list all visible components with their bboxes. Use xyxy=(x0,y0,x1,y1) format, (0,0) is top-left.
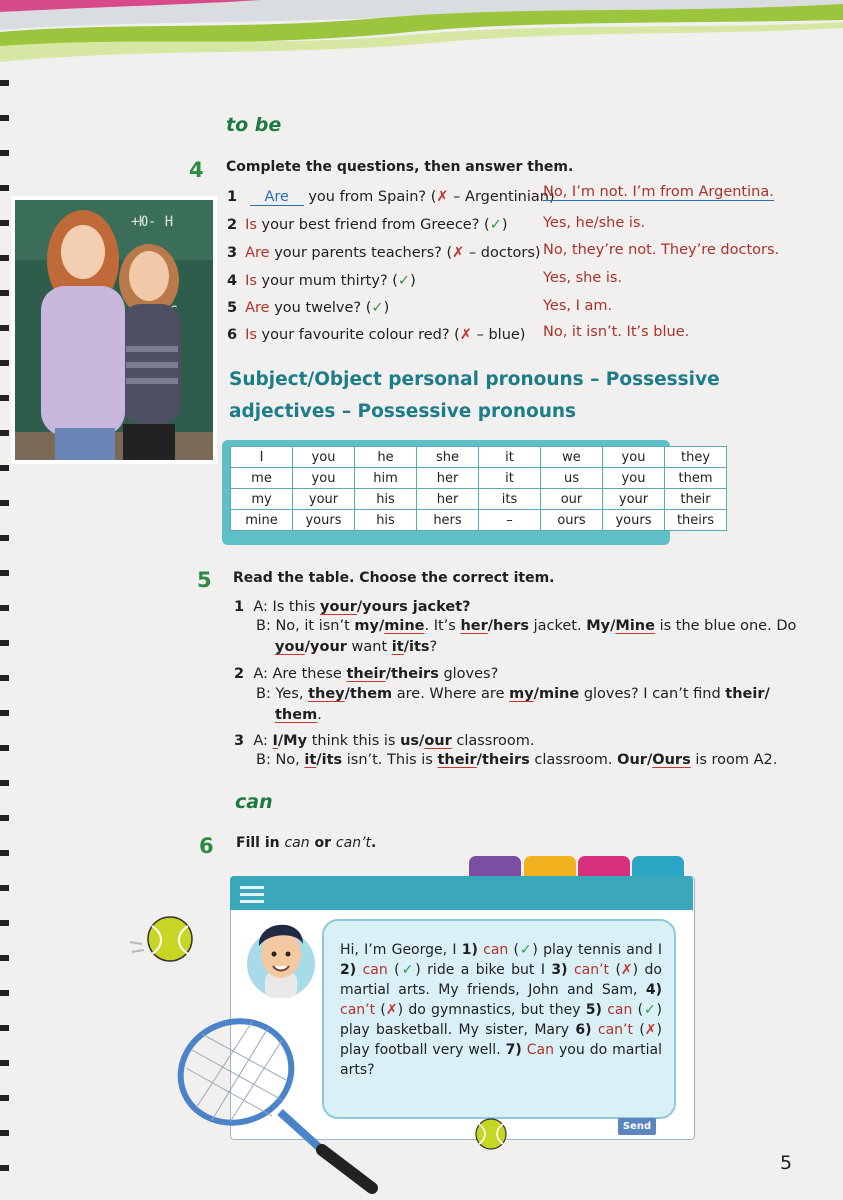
table-cell: his xyxy=(355,510,417,531)
gap-number: 4) xyxy=(645,982,662,998)
other-option: us/ xyxy=(400,733,425,749)
chosen-option[interactable]: my xyxy=(509,686,534,702)
sentence-text: No, it isn’t xyxy=(275,618,350,634)
check-mark-icon: ✓ xyxy=(643,1002,657,1018)
question-extra: – blue) xyxy=(472,327,526,343)
other-option: /My xyxy=(277,733,308,749)
table-cell: its xyxy=(479,489,541,510)
sentence-text: No, xyxy=(275,752,300,768)
message-text: ride a bike but I xyxy=(420,962,552,978)
table-cell: their xyxy=(665,489,727,510)
sentence-text: isn’t. This is xyxy=(346,752,433,768)
other-option: /its xyxy=(403,639,430,655)
sentence-text: gloves? xyxy=(443,666,499,682)
check-mark-icon: ✓ xyxy=(371,300,384,316)
menu-icon[interactable] xyxy=(240,884,264,904)
ex4-answer-3[interactable]: No, they’re not. They’re doctors. xyxy=(543,242,780,258)
table-cell: hers xyxy=(417,510,479,531)
message-text: do martial arts. My friends, John and Sam, xyxy=(340,962,662,998)
cross-mark-icon: ✗ xyxy=(436,189,449,205)
chosen-option[interactable]: you xyxy=(275,639,305,655)
table-cell: it xyxy=(479,447,541,468)
question-text: you twelve? ( xyxy=(274,300,372,316)
table-cell: his xyxy=(355,489,417,510)
other-option: their/ xyxy=(725,686,770,702)
gap-number: 5) xyxy=(585,1002,602,1018)
table-cell: our xyxy=(541,489,603,510)
ex4-item-1 xyxy=(227,189,555,206)
chosen-option[interactable]: they xyxy=(308,686,345,702)
other-option: /your xyxy=(304,639,347,655)
instruction-text: or xyxy=(314,835,332,851)
cross-mark-icon: ✗ xyxy=(452,245,465,261)
check-mark-icon: ✓ xyxy=(399,962,416,978)
ex4-item-6 xyxy=(227,327,525,343)
chosen-option[interactable]: it xyxy=(391,639,404,655)
chosen-option[interactable]: it xyxy=(304,752,317,768)
item-number: 1 xyxy=(227,189,238,205)
chosen-option[interactable]: their xyxy=(346,666,386,682)
table-cell: theirs xyxy=(665,510,727,531)
question-text: your parents teachers? ( xyxy=(274,245,453,261)
page-number: 5 xyxy=(780,1152,793,1174)
ex5-item-2-b xyxy=(256,686,770,702)
item-number: 3 xyxy=(227,245,238,261)
other-option: /its xyxy=(316,752,343,768)
cross-mark-icon: ✗ xyxy=(620,962,633,978)
sentence-text: are. Where are xyxy=(396,686,505,702)
question-extra: – doctors) xyxy=(464,245,541,261)
table-cell: her xyxy=(417,468,479,489)
chosen-option[interactable]: Ours xyxy=(652,752,691,768)
chosen-option[interactable]: her xyxy=(460,618,488,634)
girls-photo xyxy=(11,196,217,464)
chat-message: Hi, I’m George, I 1) can (✓) play tennis and I 2) can (✓) ride a bike but I 3) can’t (✗) do martial arts. My friends, John and Sam, 4) can’t (✗) do gymnastics, but they 5) can (✓) play basketball. My sister, Mary 6) can’t (✗) play football very well. 7) Can you do martial arts? xyxy=(340,942,663,1078)
chosen-option[interactable]: mine xyxy=(384,618,425,634)
filled-verb[interactable]: Is xyxy=(245,327,257,343)
table-cell: you xyxy=(293,447,355,468)
message-text: Hi, I’m George, I xyxy=(340,942,462,958)
table-cell: – xyxy=(479,510,541,531)
instruction-word: can’t xyxy=(335,835,372,851)
gap-number: 3) xyxy=(551,962,568,978)
tennis-ball-small-icon xyxy=(473,1116,509,1152)
other-option: /them xyxy=(344,686,393,702)
pronouns-heading xyxy=(229,364,720,428)
table-cell: my xyxy=(231,489,293,510)
other-option: my/ xyxy=(354,618,385,634)
table-cell: I xyxy=(231,447,293,468)
window-tab-pink[interactable] xyxy=(578,856,630,878)
avatar xyxy=(245,910,317,1000)
filled-verb[interactable]: Is xyxy=(245,217,257,233)
speaker-label: A: xyxy=(253,599,268,615)
speaker-label: B: xyxy=(256,686,271,702)
table-cell: he xyxy=(355,447,417,468)
exercise-4-instruction: Complete the questions, then answer them. xyxy=(226,159,574,175)
ex5-item-3-b xyxy=(256,752,777,768)
gap-number: 1) xyxy=(461,942,478,958)
chosen-option[interactable]: our xyxy=(424,733,452,749)
table-cell: mine xyxy=(231,510,293,531)
gap-answer[interactable]: can’t xyxy=(573,962,610,978)
section-title-to-be: to be xyxy=(226,114,282,136)
question-extra: ) xyxy=(383,300,390,316)
ex4-item-5 xyxy=(227,300,389,316)
ex4-answer-6[interactable]: No, it isn’t. It’s blue. xyxy=(543,324,690,340)
exercise-4-number: 4 xyxy=(189,158,204,182)
check-mark-icon: ✓ xyxy=(489,217,502,233)
sentence-text: think this is xyxy=(311,733,396,749)
item-number: 4 xyxy=(227,273,238,289)
message-text: play tennis and I xyxy=(537,942,662,958)
question-extra: ) xyxy=(410,273,416,289)
sentence-text: Is this xyxy=(272,599,316,615)
question-extra: – Argentinian) xyxy=(448,189,555,205)
instruction-text: Fill in xyxy=(236,835,280,851)
table-cell: them xyxy=(665,468,727,489)
gap-number: 7) xyxy=(505,1042,522,1058)
table-cell: him xyxy=(355,468,417,489)
gap-number: 6) xyxy=(575,1022,592,1038)
ex5-item-1-a xyxy=(234,599,471,615)
table-cell: it xyxy=(479,468,541,489)
message-text: do gymnastics, but they xyxy=(403,1002,586,1018)
gap-answer[interactable]: can xyxy=(483,942,509,958)
chosen-option[interactable]: I xyxy=(272,733,278,749)
ex5-item-2-a xyxy=(234,666,498,682)
message-text: play football very well. xyxy=(340,1042,506,1058)
question-extra: ) xyxy=(501,217,508,233)
message-text: you do martial arts? xyxy=(340,1042,662,1078)
table-cell: her xyxy=(417,489,479,510)
ex5-item-2-c xyxy=(275,707,322,723)
other-option: /mine xyxy=(533,686,580,702)
table-cell: you xyxy=(603,447,665,468)
table-row xyxy=(231,489,727,510)
svg-text:+Ю- H: +Ю- H xyxy=(131,214,174,230)
item-number: 1 xyxy=(234,599,245,615)
instruction-word: can xyxy=(284,835,310,851)
chosen-option[interactable]: their xyxy=(437,752,477,768)
other-option: /yours jacket? xyxy=(356,599,471,615)
gap-answer[interactable]: can’t xyxy=(597,1022,633,1038)
table-row xyxy=(231,468,727,489)
question-text: your favourite colour red? ( xyxy=(261,327,460,343)
sentence-text: is room A2. xyxy=(695,752,778,768)
ex4-answer-4[interactable]: Yes, she is. xyxy=(543,270,623,286)
question-text: you from Spain? ( xyxy=(308,189,437,205)
item-number: 6 xyxy=(227,327,238,343)
send-button[interactable]: Send xyxy=(618,1118,656,1135)
window-tab-purple[interactable] xyxy=(469,856,521,878)
ex4-item-2 xyxy=(227,217,508,233)
filled-verb[interactable]: Are xyxy=(245,300,270,316)
window-tab-teal[interactable] xyxy=(632,856,684,878)
table-cell: you xyxy=(603,468,665,489)
exercise-5-number: 5 xyxy=(197,568,212,592)
ex4-answer-2[interactable]: Yes, he/she is. xyxy=(543,215,646,231)
table-row xyxy=(231,510,727,531)
gap-answer[interactable]: Can xyxy=(526,1042,555,1058)
check-mark-icon: ✓ xyxy=(397,273,411,289)
question-text: your best friend from Greece? ( xyxy=(261,217,490,233)
sentence-text: . xyxy=(317,707,322,723)
sentence-text: gloves? I can’t find xyxy=(583,686,721,702)
answer-blank-1[interactable]: Are xyxy=(250,189,304,206)
question-text: your mum thirty? ( xyxy=(261,273,398,289)
chosen-option[interactable]: your xyxy=(320,599,357,615)
ex4-item-3 xyxy=(227,245,541,261)
other-option: /hers xyxy=(487,618,529,634)
sentence-text: classroom. xyxy=(456,733,535,749)
table-cell: ours xyxy=(541,510,603,531)
chosen-option[interactable]: Mine xyxy=(615,618,655,634)
item-number: 2 xyxy=(227,217,238,233)
pronouns-heading-line-2: adjectives – Possessive pronouns xyxy=(229,401,577,422)
ex5-item-3-a xyxy=(234,733,534,749)
exercise-6-instruction: Fill in can or can’t. xyxy=(236,835,377,851)
window-tab-yellow[interactable] xyxy=(524,856,576,878)
pronoun-table xyxy=(230,446,727,531)
gap-number: 2) xyxy=(340,962,357,978)
sentence-text: Are these xyxy=(272,666,342,682)
table-cell: they xyxy=(665,447,727,468)
chat-window-header xyxy=(230,876,693,910)
sentence-text: . It’s xyxy=(424,618,456,634)
sentence-text: jacket. xyxy=(533,618,582,634)
item-number: 5 xyxy=(227,300,238,316)
sentence-text: Yes, xyxy=(275,686,304,702)
table-cell: we xyxy=(541,447,603,468)
gap-answer[interactable]: can xyxy=(607,1002,633,1018)
item-number: 3 xyxy=(234,733,245,749)
speaker-label: B: xyxy=(256,752,271,768)
table-cell: your xyxy=(293,489,355,510)
cross-mark-icon: ✗ xyxy=(644,1022,657,1038)
other-option: /theirs xyxy=(476,752,530,768)
table-cell: yours xyxy=(293,510,355,531)
table-cell: us xyxy=(541,468,603,489)
table-cell: yours xyxy=(603,510,665,531)
table-cell: your xyxy=(603,489,665,510)
ex4-item-4 xyxy=(227,273,416,289)
filled-verb[interactable]: Is xyxy=(245,273,257,289)
sentence-text: is the blue one. Do xyxy=(659,618,797,634)
table-cell: she xyxy=(417,447,479,468)
exercise-6-number: 6 xyxy=(199,834,214,858)
chosen-option[interactable]: them xyxy=(275,707,318,723)
speaker-label: B: xyxy=(256,618,271,634)
pronouns-heading-line-1: Subject/Object personal pronouns – Possessive xyxy=(229,369,720,390)
item-number: 2 xyxy=(234,666,245,682)
ex4-answer-1[interactable]: No, I’m not. I’m from Argentina. xyxy=(543,184,774,200)
table-cell: me xyxy=(231,468,293,489)
gap-answer[interactable]: can’t xyxy=(340,1002,376,1018)
sentence-text: classroom. xyxy=(534,752,613,768)
section-title-can: can xyxy=(235,791,273,813)
ex4-answer-5[interactable]: Yes, I am. xyxy=(543,298,613,314)
gap-answer[interactable]: can xyxy=(362,962,388,978)
speaker-label: A: xyxy=(253,666,268,682)
header-wave-decoration xyxy=(0,0,843,70)
message-text: play basketball. My sister, Mary xyxy=(340,1022,576,1038)
sentence-text: want xyxy=(351,639,388,655)
other-option: My/ xyxy=(586,618,616,634)
cross-mark-icon: ✗ xyxy=(459,327,472,343)
ex5-item-1-b xyxy=(256,618,796,634)
table-row xyxy=(231,447,727,468)
speaker-label: A: xyxy=(253,733,268,749)
ex5-item-1-c xyxy=(275,639,437,655)
tennis-ball-icon xyxy=(128,912,194,966)
sentence-text: ? xyxy=(429,639,438,655)
other-option: Our/ xyxy=(617,752,653,768)
table-cell: you xyxy=(293,468,355,489)
check-mark-icon: ✓ xyxy=(519,942,533,958)
other-option: /theirs xyxy=(385,666,439,682)
filled-verb[interactable]: Are xyxy=(245,245,270,261)
exercise-5-instruction: Read the table. Choose the correct item. xyxy=(233,570,555,586)
cross-mark-icon: ✗ xyxy=(385,1002,398,1018)
